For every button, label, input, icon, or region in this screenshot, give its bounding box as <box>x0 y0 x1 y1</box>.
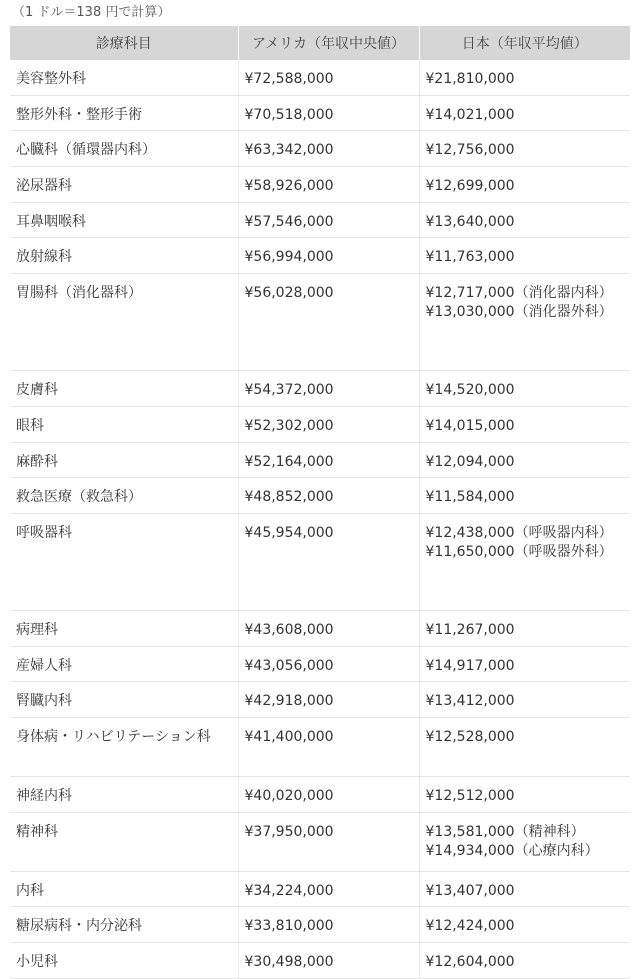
department-cell: 泌尿器科 <box>10 167 238 203</box>
us-salary-cell: ¥40,020,000 <box>238 776 419 812</box>
table-body <box>10 60 630 978</box>
table-row <box>10 478 630 514</box>
table-row <box>10 776 630 812</box>
table-row <box>10 442 630 478</box>
salary-comparison-table <box>10 26 630 979</box>
table-row <box>10 238 630 274</box>
table-row <box>10 60 630 95</box>
jp-salary-value: ¥13,030,000（消化器外科） <box>425 304 613 321</box>
jp-salary-value: ¥12,756,000 <box>425 142 515 159</box>
jp-salary-value: ¥12,699,000 <box>425 178 515 195</box>
us-salary-cell: ¥43,608,000 <box>238 610 419 646</box>
us-salary-cell: ¥37,950,000 <box>238 812 419 871</box>
us-salary-cell: ¥63,342,000 <box>238 131 419 167</box>
jp-salary-value: ¥12,424,000 <box>425 918 515 935</box>
jp-salary-cell <box>419 513 630 610</box>
header-us-salary: アメリカ（年収中央値） <box>238 26 419 60</box>
table-row <box>10 682 630 718</box>
jp-salary-value: ¥12,717,000（消化器内科） <box>425 285 613 302</box>
jp-salary-value: ¥14,520,000 <box>425 382 515 399</box>
us-salary-cell: ¥43,056,000 <box>238 646 419 682</box>
department-cell: 精神科 <box>10 812 238 871</box>
department-cell: 糖尿病科・内分泌科 <box>10 907 238 943</box>
jp-salary-value: ¥13,412,000 <box>425 693 515 710</box>
department-cell: 救急医療（救急科） <box>10 478 238 514</box>
table-row <box>10 371 630 407</box>
jp-salary-cell <box>419 943 630 979</box>
department-cell: 眼科 <box>10 406 238 442</box>
table-row <box>10 871 630 907</box>
header-jp-salary: 日本（年収平均値） <box>419 26 630 60</box>
table-row <box>10 646 630 682</box>
us-salary-cell: ¥56,028,000 <box>238 274 419 371</box>
us-salary-cell: ¥30,498,000 <box>238 943 419 979</box>
department-cell: 内科 <box>10 871 238 907</box>
department-cell: 美容整外科 <box>10 60 238 95</box>
table-row <box>10 610 630 646</box>
department-cell: 胃腸科（消化器科） <box>10 274 238 371</box>
jp-salary-cell <box>419 812 630 871</box>
department-cell: 麻酔科 <box>10 442 238 478</box>
us-salary-cell: ¥42,918,000 <box>238 682 419 718</box>
department-cell: 病理科 <box>10 610 238 646</box>
us-salary-cell: ¥70,518,000 <box>238 95 419 131</box>
jp-salary-cell <box>419 95 630 131</box>
jp-salary-value: ¥12,512,000 <box>425 787 515 804</box>
jp-salary-value: ¥11,267,000 <box>425 621 515 638</box>
jp-salary-cell <box>419 478 630 514</box>
jp-salary-cell <box>419 871 630 907</box>
jp-salary-cell <box>419 610 630 646</box>
table-row <box>10 812 630 871</box>
exchange-rate-note: （1 ドル＝138 円で計算） <box>12 5 171 20</box>
table-row <box>10 513 630 610</box>
table-row <box>10 95 630 131</box>
jp-salary-value: ¥14,015,000 <box>425 417 515 434</box>
jp-salary-value: ¥12,528,000 <box>425 728 515 745</box>
jp-salary-cell <box>419 274 630 371</box>
jp-salary-value: ¥14,021,000 <box>425 106 515 123</box>
us-salary-cell: ¥58,926,000 <box>238 167 419 203</box>
us-salary-cell: ¥52,164,000 <box>238 442 419 478</box>
jp-salary-cell <box>419 202 630 238</box>
jp-salary-value: ¥12,094,000 <box>425 453 515 470</box>
us-salary-cell: ¥41,400,000 <box>238 717 419 776</box>
table-row <box>10 943 630 979</box>
us-salary-cell: ¥72,588,000 <box>238 60 419 95</box>
department-cell: 産婦人科 <box>10 646 238 682</box>
jp-salary-value: ¥13,407,000 <box>425 882 515 899</box>
jp-salary-value: ¥12,438,000（呼吸器内科） <box>425 524 613 541</box>
table-row <box>10 167 630 203</box>
department-cell: 呼吸器科 <box>10 513 238 610</box>
table-header-row <box>10 26 630 60</box>
jp-salary-value: ¥13,640,000 <box>425 213 515 230</box>
table-row <box>10 717 630 776</box>
jp-salary-value: ¥11,650,000（呼吸器外科） <box>425 543 613 560</box>
department-cell: 皮膚科 <box>10 371 238 407</box>
us-salary-cell: ¥45,954,000 <box>238 513 419 610</box>
department-cell: 放射線科 <box>10 238 238 274</box>
jp-salary-cell <box>419 717 630 776</box>
header-department: 診療科目 <box>10 26 238 60</box>
us-salary-cell: ¥34,224,000 <box>238 871 419 907</box>
jp-salary-cell <box>419 406 630 442</box>
department-cell: 小児科 <box>10 943 238 979</box>
jp-salary-value: ¥13,581,000（精神科） <box>425 823 585 840</box>
jp-salary-cell <box>419 646 630 682</box>
department-cell: 耳鼻咽喉科 <box>10 202 238 238</box>
jp-salary-value: ¥11,584,000 <box>425 489 515 506</box>
table-row <box>10 274 630 371</box>
jp-salary-value: ¥21,810,000 <box>425 71 515 87</box>
table-row <box>10 406 630 442</box>
us-salary-cell: ¥48,852,000 <box>238 478 419 514</box>
us-salary-cell: ¥57,546,000 <box>238 202 419 238</box>
jp-salary-cell <box>419 167 630 203</box>
table-row <box>10 907 630 943</box>
table-row <box>10 202 630 238</box>
table-row <box>10 131 630 167</box>
department-cell: 神経内科 <box>10 776 238 812</box>
us-salary-cell: ¥56,994,000 <box>238 238 419 274</box>
us-salary-cell: ¥52,302,000 <box>238 406 419 442</box>
jp-salary-cell <box>419 682 630 718</box>
us-salary-cell: ¥54,372,000 <box>238 371 419 407</box>
jp-salary-value: ¥12,604,000 <box>425 954 515 970</box>
jp-salary-cell <box>419 60 630 95</box>
jp-salary-cell <box>419 371 630 407</box>
department-cell: 整形外科・整形手術 <box>10 95 238 131</box>
department-cell: 身体病・リハビリテーション科 <box>10 717 238 776</box>
jp-salary-cell <box>419 238 630 274</box>
jp-salary-cell <box>419 442 630 478</box>
jp-salary-cell <box>419 907 630 943</box>
department-cell: 心臓科（循環器内科） <box>10 131 238 167</box>
jp-salary-cell <box>419 131 630 167</box>
us-salary-cell: ¥33,810,000 <box>238 907 419 943</box>
jp-salary-value: ¥11,763,000 <box>425 249 515 266</box>
jp-salary-cell <box>419 776 630 812</box>
jp-salary-value: ¥14,934,000（心療内科） <box>425 842 599 859</box>
jp-salary-value: ¥14,917,000 <box>425 657 515 674</box>
department-cell: 腎臓内科 <box>10 682 238 718</box>
